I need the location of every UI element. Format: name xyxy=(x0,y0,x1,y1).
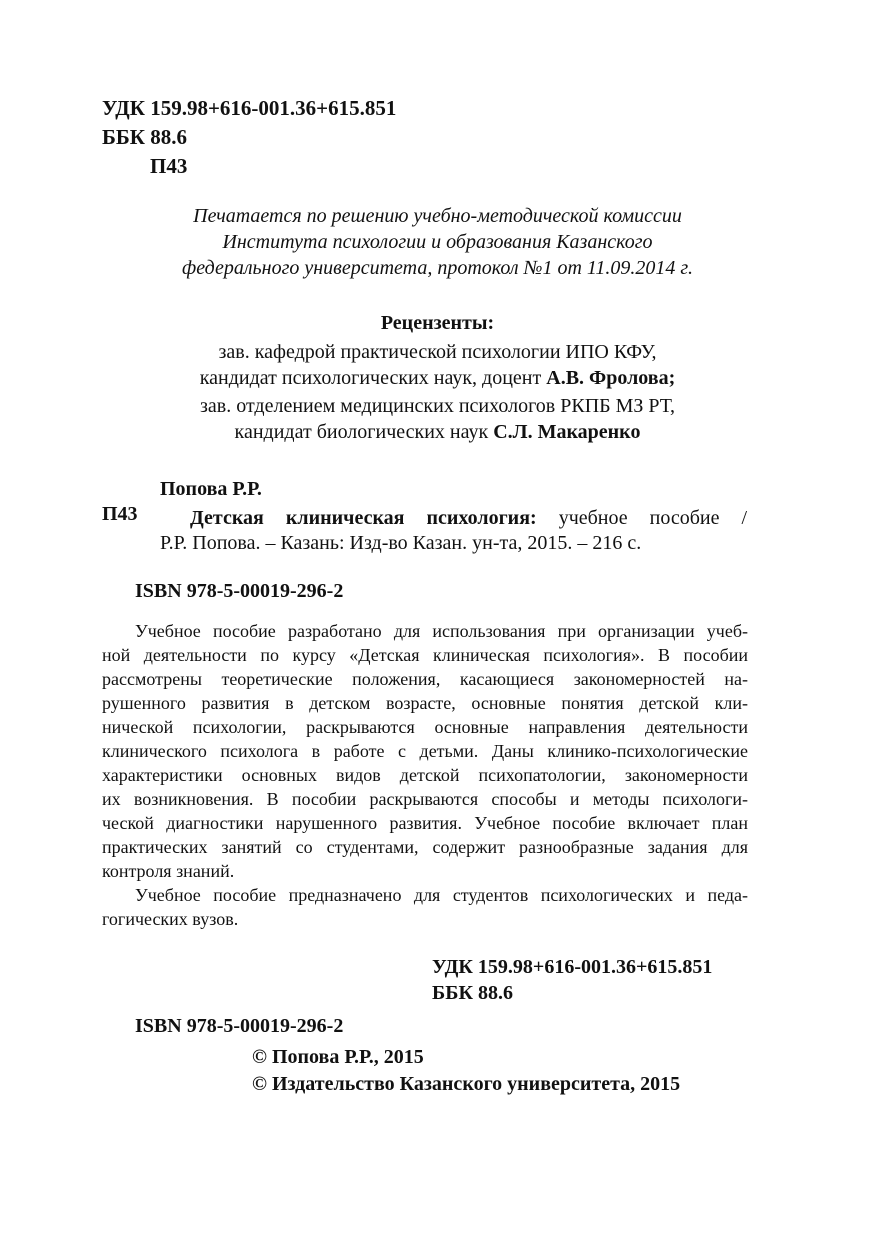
reviewer-1-degree xyxy=(0,367,875,390)
bib-title: Детская клиническая психология: xyxy=(190,507,537,529)
copyright-author: © Попова Р.Р., 2015 xyxy=(252,1046,424,1068)
bib-title-line xyxy=(190,507,747,530)
approval-line-2: Института психологии и образования Казанского xyxy=(222,231,653,253)
udk-code: УДК 159.98+616-001.36+615.851 xyxy=(102,96,397,120)
bib-type: учебное пособие / xyxy=(558,507,747,529)
abstract-line: Учебное пособие предназначено для студентов психологических и педа- xyxy=(135,885,748,905)
reviewer-1-name: А.В. Фролова; xyxy=(546,367,676,389)
abstract-line: нической психологии, раскрываются основные направления деятельности xyxy=(102,717,748,737)
abstract-line: рассмотрены теоретические положения, касающиеся закономерностей на- xyxy=(102,669,748,689)
abstract-line: характеристики основных видов детской психопатологии, закономерности xyxy=(102,765,748,785)
copyright-publisher: © Издательство Казанского университета, 2015 xyxy=(252,1073,681,1095)
reviewer-1-degree-text: кандидат психологических наук, доцент xyxy=(199,367,547,389)
isbn-bottom: ISBN 978-5-00019-296-2 xyxy=(135,1015,344,1037)
approval-line-3: федерального университета, протокол №1 от 11.09.2014 г. xyxy=(182,257,693,279)
udk-code-bottom: УДК 159.98+616-001.36+615.851 xyxy=(432,956,713,978)
isbn-top: ISBN 978-5-00019-296-2 xyxy=(135,580,344,602)
reviewer-2-degree xyxy=(0,421,875,444)
abstract-line: гогических вузов. xyxy=(102,909,239,929)
abstract-line: клинического психолога в работе с детьми. Даны клинико-психологические xyxy=(102,741,748,761)
bbk-code: ББК 88.6 xyxy=(102,125,187,149)
reviewer-2-position: зав. отделением медицинских психологов РКПБ МЗ РТ, xyxy=(200,395,675,417)
abstract-line: Учебное пособие разработано для использования при организации учеб- xyxy=(135,621,748,641)
abstract-line: контроля знаний. xyxy=(102,861,235,881)
abstract-line: практических занятий со студентами, содержит разнообразные задания для xyxy=(102,837,748,857)
abstract-line: их возникновения. В пособии раскрываются способы и методы психологи- xyxy=(102,789,748,809)
bbk-code-bottom: ББК 88.6 xyxy=(432,982,513,1004)
reviewer-2-degree-text: кандидат биологических наук xyxy=(234,421,494,443)
reviewers-heading: Рецензенты: xyxy=(380,312,495,334)
bib-author: Попова Р.Р. xyxy=(160,478,262,500)
abstract-line: ческой диагностики нарушенного развития. Учебное пособие включает план xyxy=(102,813,748,833)
bib-publisher-line: Р.Р. Попова. – Казань: Изд-во Казан. ун-та, 2015. – 216 с. xyxy=(160,532,642,554)
approval-line-1: Печатается по решению учебно-методической комиссии xyxy=(193,205,682,227)
reviewer-1-position: зав. кафедрой практической психологии ИПО КФУ, xyxy=(218,341,657,363)
abstract-line: рушенного развития в детском возрасте, основные понятия детской кли- xyxy=(102,693,748,713)
author-mark: П43 xyxy=(150,154,188,178)
bib-mark: П43 xyxy=(102,503,138,525)
reviewer-2-name: С.Л. Макаренко xyxy=(493,421,641,443)
abstract-line: ной деятельности по курсу «Детская клиническая психология». В пособии xyxy=(102,645,748,665)
